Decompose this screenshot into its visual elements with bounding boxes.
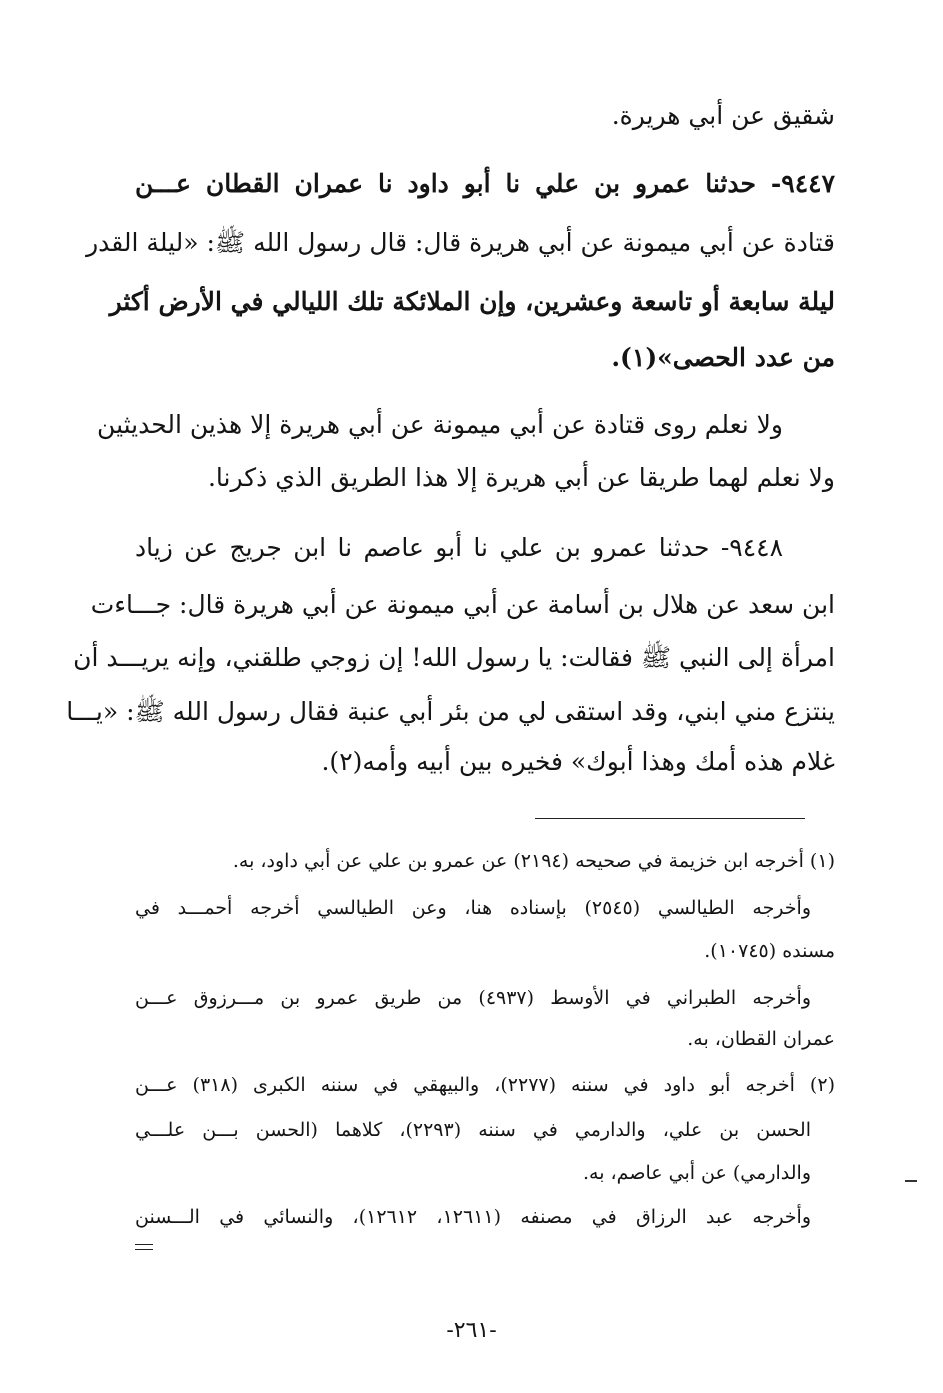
footnote-separator (535, 818, 805, 819)
hadith-9448-line-5: غلام هذه أمك وهذا أبوك» فخيره بين أبيه وأمه(٢). (321, 747, 835, 776)
commentary-line-2: ولا نعلم لهما طريقا عن أبي هريرة إلا هذا الطريق الذي ذكرنا. (207, 463, 835, 492)
hadith-9448-line-1: ٩٤٤٨- حدثنا عمرو بن علي نا أبو عاصم نا ابن جريج عن زياد (135, 533, 783, 562)
hadith-9447-line-1: ٩٤٤٧- حدثنا عمرو بن علي نا أبو داود نا عمران القطان عـــن (135, 169, 835, 198)
footnote-1-line-3: مسنده (١٠٧٤٥). (704, 940, 835, 962)
page-number: -٢٦١- (446, 1318, 497, 1343)
continuation-mark (135, 1244, 153, 1250)
footnote-1-line-1: (١) أخرجه ابن خزيمة في صحيحه (٢١٩٤) عن عمرو بن علي عن أبي داود، به. (232, 850, 835, 872)
hadith-9447-line-2: قتادة عن أبي ميمونة عن أبي هريرة قال: قال رسول الله ﷺ: «ليلة القدر (86, 228, 835, 257)
footnote-1-line-5: عمران القطان، به. (687, 1028, 835, 1050)
commentary-line-1: ولا نعلم روى قتادة عن أبي ميمونة عن أبي هريرة إلا هذين الحديثين (97, 410, 783, 439)
hadith-9447-line-3: ليلة سابعة أو تاسعة وعشرين، وإن الملائكة تلك الليالي في الأرض أكثر (109, 287, 835, 316)
hadith-9448-line-4: ينتزع مني ابني، وقد استقى لي من بئر أبي عنبة فقال رسول الله ﷺ: «يـــا (66, 697, 835, 726)
footnote-1-line-4: وأخرجه الطبراني في الأوسط (٤٩٣٧) من طريق عمرو بن مـــرزوق عـــن (135, 987, 811, 1009)
hadith-9448-line-2: ابن سعد عن هلال بن أسامة عن أبي ميمونة عن أبي هريرة قال: جـــاءت (90, 590, 835, 619)
footnote-2-line-4: وأخرجه عبد الرزاق في مصنفه (١٢٦١١، ١٢٦١٢)، والنسائي في الـــسنن (135, 1206, 812, 1228)
body-line-1: شقيق عن أبي هريرة. (611, 101, 835, 130)
footnote-2-line-1: (٢) أخرجه أبو داود في سننه (٢٢٧٧)، والبيهقي في سننه الكبرى (٣١٨) عـــن (135, 1074, 835, 1096)
footnote-1-line-2: وأخرجه الطيالسي (٢٥٤٥) بإسناده هنا، وعن الطيالسي أخرجه أحمـــد في (135, 897, 811, 919)
hadith-9447-line-4: من عدد الحصى»(١). (611, 343, 835, 372)
margin-dash (905, 1180, 917, 1182)
hadith-9448-line-3: امرأة إلى النبي ﷺ فقالت: يا رسول الله! إن زوجي طلقني، وإنه يريـــد أن (73, 643, 835, 672)
footnote-2-line-2: الحسن بن علي، والدارمي في سننه (٢٢٩٣)، كلاهما (الحسن بـــن علـــي (135, 1119, 811, 1141)
footnote-2-line-3: والدارمي) عن أبي عاصم، به. (582, 1162, 811, 1184)
